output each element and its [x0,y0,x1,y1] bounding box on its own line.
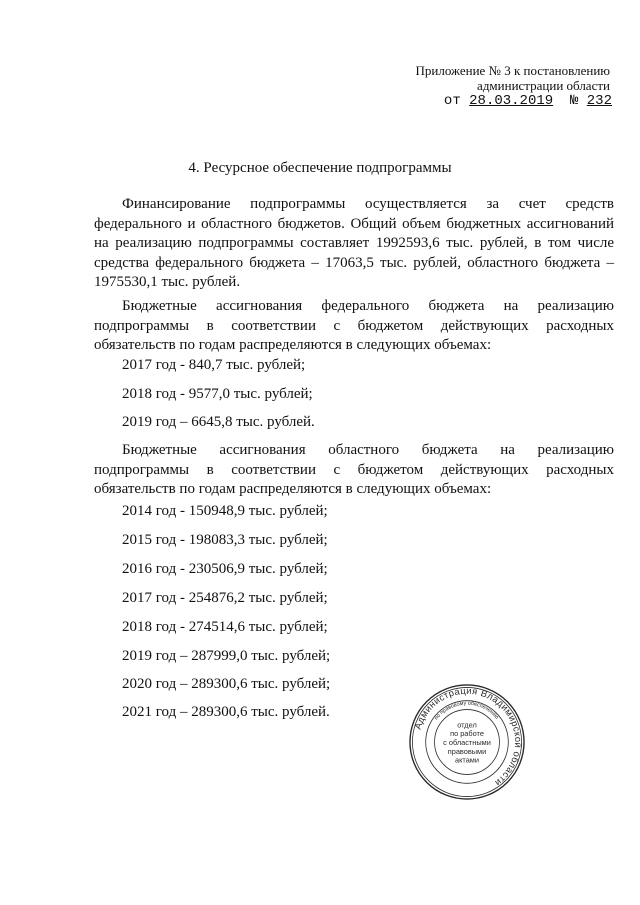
federal-year-item: 2017 год - 840,7 тыс. рублей; [122,357,306,373]
regional-year-item: 2014 год - 150948,9 тыс. рублей; [122,503,328,519]
stamp-inner-line: актами [455,755,479,765]
regional-year-item: 2016 год - 230506,9 тыс. рублей; [122,561,328,577]
number-prefix: № [569,93,587,109]
appendix-date-number [444,93,612,109]
number-value: 232 [586,93,612,109]
official-stamp [408,683,526,801]
regional-year-item: 2019 год – 287999,0 тыс. рублей; [122,648,331,664]
regional-year-item: 2017 год - 254876,2 тыс. рублей; [122,590,328,606]
appendix-note: Приложение № 3 к постановлению [415,63,610,78]
stamp-inner-line: отдел [457,720,477,730]
regional-year-item: 2015 год - 198083,3 тыс. рублей; [122,532,328,548]
date-value: 28.03.2019 [469,93,554,109]
stamp-middle-text: по правовому обеспечению [433,700,500,722]
section-title: 4. Ресурсное обеспечение подпрограммы [188,160,452,176]
regional-year-item: 2018 год - 274514,6 тыс. рублей; [122,619,328,635]
appendix-authority: администрации области [477,78,610,93]
regional-year-item: 2021 год – 289300,6 тыс. рублей. [122,704,330,720]
federal-year-item: 2019 год – 6645,8 тыс. рублей. [122,414,315,430]
paragraph-federal-allocations: Бюджетные ассигнования федерального бюджета на реализацию подпрограммы в соответствии с бюджетом действующих расходных обязательств по годам распределяются в следующих объемах: [94,298,614,353]
date-prefix: от [443,93,470,109]
number-spacer [553,93,570,109]
stamp-inner-line: по работе [450,729,484,739]
stamp-inner-line: правовыми [447,746,487,756]
stamp-inner-line: с областными [443,737,491,747]
stamp-outer-text: Администрация Владимирской области [412,685,524,789]
regional-year-item: 2020 год – 289300,6 тыс. рублей; [122,676,331,692]
paragraph-financing: Финансирование подпрограммы осуществляется за счет средств федерального и областного бюджетов. Общий объем бюджетных ассигнований на реализацию подпрограммы составляет 1992593,6 тыс. рублей, в том числе средства федерального бюджета – 17063,5 тыс. рублей, областного бюджета – 1975530,1 тыс. рублей. [94,196,614,290]
paragraph-regional-allocations: Бюджетные ассигнования областного бюджета на реализацию подпрограммы в соответствии с бюджетом действующих расходных обязательств по годам распределяются в следующих объемах: [94,442,614,497]
federal-year-item: 2018 год - 9577,0 тыс. рублей; [122,386,313,402]
